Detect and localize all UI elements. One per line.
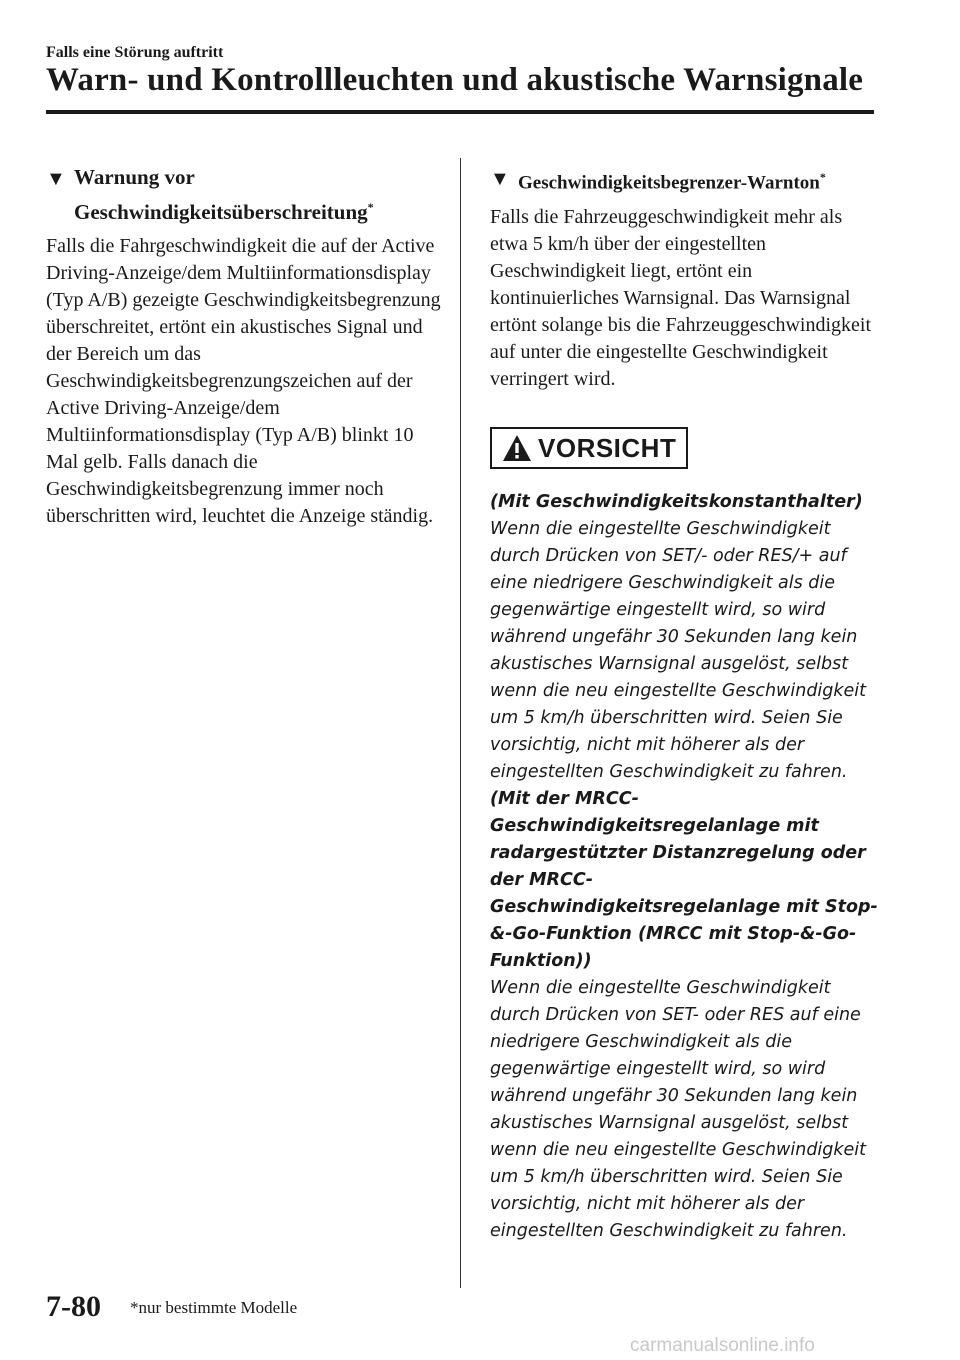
column-divider (460, 158, 461, 1288)
limiter-body: Falls die Fahrzeuggeschwindigkeit mehr als etwa 5 km/h über der eingestellten Geschwindigkeit liegt, ertönt ein kontinuierliches Warnsignal. Das Warnsignal ertönt solange bis die Fahrzeuggeschwindigkeit auf unter die eingestellte Geschwindigkeit verringert wird. (490, 206, 872, 391)
caution-condition-cruise: (Mit Geschwindigkeitskonstanthalter) (490, 492, 863, 513)
heading-line-2: Geschwindigkeitsüberschreitung (74, 200, 368, 224)
right-column (490, 162, 880, 1245)
caution-label: VORSICHT (538, 432, 677, 463)
page-title: Warn- und Kontrollleuchten und akustische Warnsignale (46, 62, 864, 98)
limiter-heading-text: Geschwindigkeitsbegrenzer-Warnton (518, 172, 820, 194)
triangle-down-icon: ▼ (490, 168, 510, 190)
heading-asterisk: * (367, 200, 374, 214)
header-rule (46, 110, 874, 114)
warning-triangle-icon (502, 434, 532, 462)
section-heading-limiter (490, 162, 880, 198)
heading-asterisk: * (819, 170, 826, 184)
left-column (46, 162, 446, 530)
footnote: *nur bestimmte Modelle (130, 1298, 298, 1317)
caution-text-mrcc: Wenn die eingestellte Geschwindigkeit durch Drücken von SET- oder RES auf eine niedrigere Geschwindigkeit als die gegenwärtige eingestellt wird, so wird während ungefähr 30 Sekunden lang kein akustisches Warnsignal ausgelöst, selbst wenn die neu eingestellte Geschwindigkeit um 5 km/h überschritten wird. Seien Sie vorsichtig, nicht mit höherer als der eingestellten Geschwindigkeit zu fahren. (490, 978, 867, 1242)
section-heading-overspeed (46, 162, 446, 227)
caution-condition-mrcc: (Mit der MRCC-Geschwindigkeitsregelanlage mit radargestützter Distanzregelung oder der MRCC-Geschwindigkeitsregelanlage mit Stop-&-Go-Funktion (MRCC mit Stop-&-Go-Funktion)) (490, 789, 878, 972)
watermark: carmanualsonline.info (630, 1335, 815, 1356)
overspeed-body: Falls die Fahrgeschwindigkeit die auf der Active Driving-Anzeige/dem Multiinformationsdisplay (Typ A/B) gezeigte Geschwindigkeitsbegrenzung überschreitet, ertönt ein akustisches Signal und der Bereich um das Geschwindigkeitsbegrenzungszeichen auf der Active Driving-Anzeige/dem Multiinformationsdisplay (Typ A/B) blinkt 10 Mal gelb. Falls danach die Geschwindigkeitsbegrenzung immer noch überschritten wird, leuchtet die Anzeige ständig. (46, 235, 441, 527)
heading-line-1: Warnung vor (74, 165, 195, 189)
triangle-down-icon: ▼ (46, 168, 66, 190)
caution-text-cruise: Wenn die eingestellte Geschwindigkeit durch Drücken von SET/- oder RES/+ auf eine niedrigere Geschwindigkeit als die gegenwärtige eingestellt wird, so wird während ungefähr 30 Sekunden lang kein akustisches Warnsignal ausgelöst, selbst wenn die neu eingestellte Geschwindigkeit um 5 km/h überschritten wird. Seien Sie vorsichtig, nicht mit höherer als der eingestellten Geschwindigkeit zu fahren. (490, 519, 867, 783)
chapter-label: Falls eine Störung auftritt (46, 44, 224, 61)
caution-text (490, 489, 880, 1245)
page-number: 7-80 (46, 1290, 101, 1323)
caution-box (490, 427, 688, 469)
